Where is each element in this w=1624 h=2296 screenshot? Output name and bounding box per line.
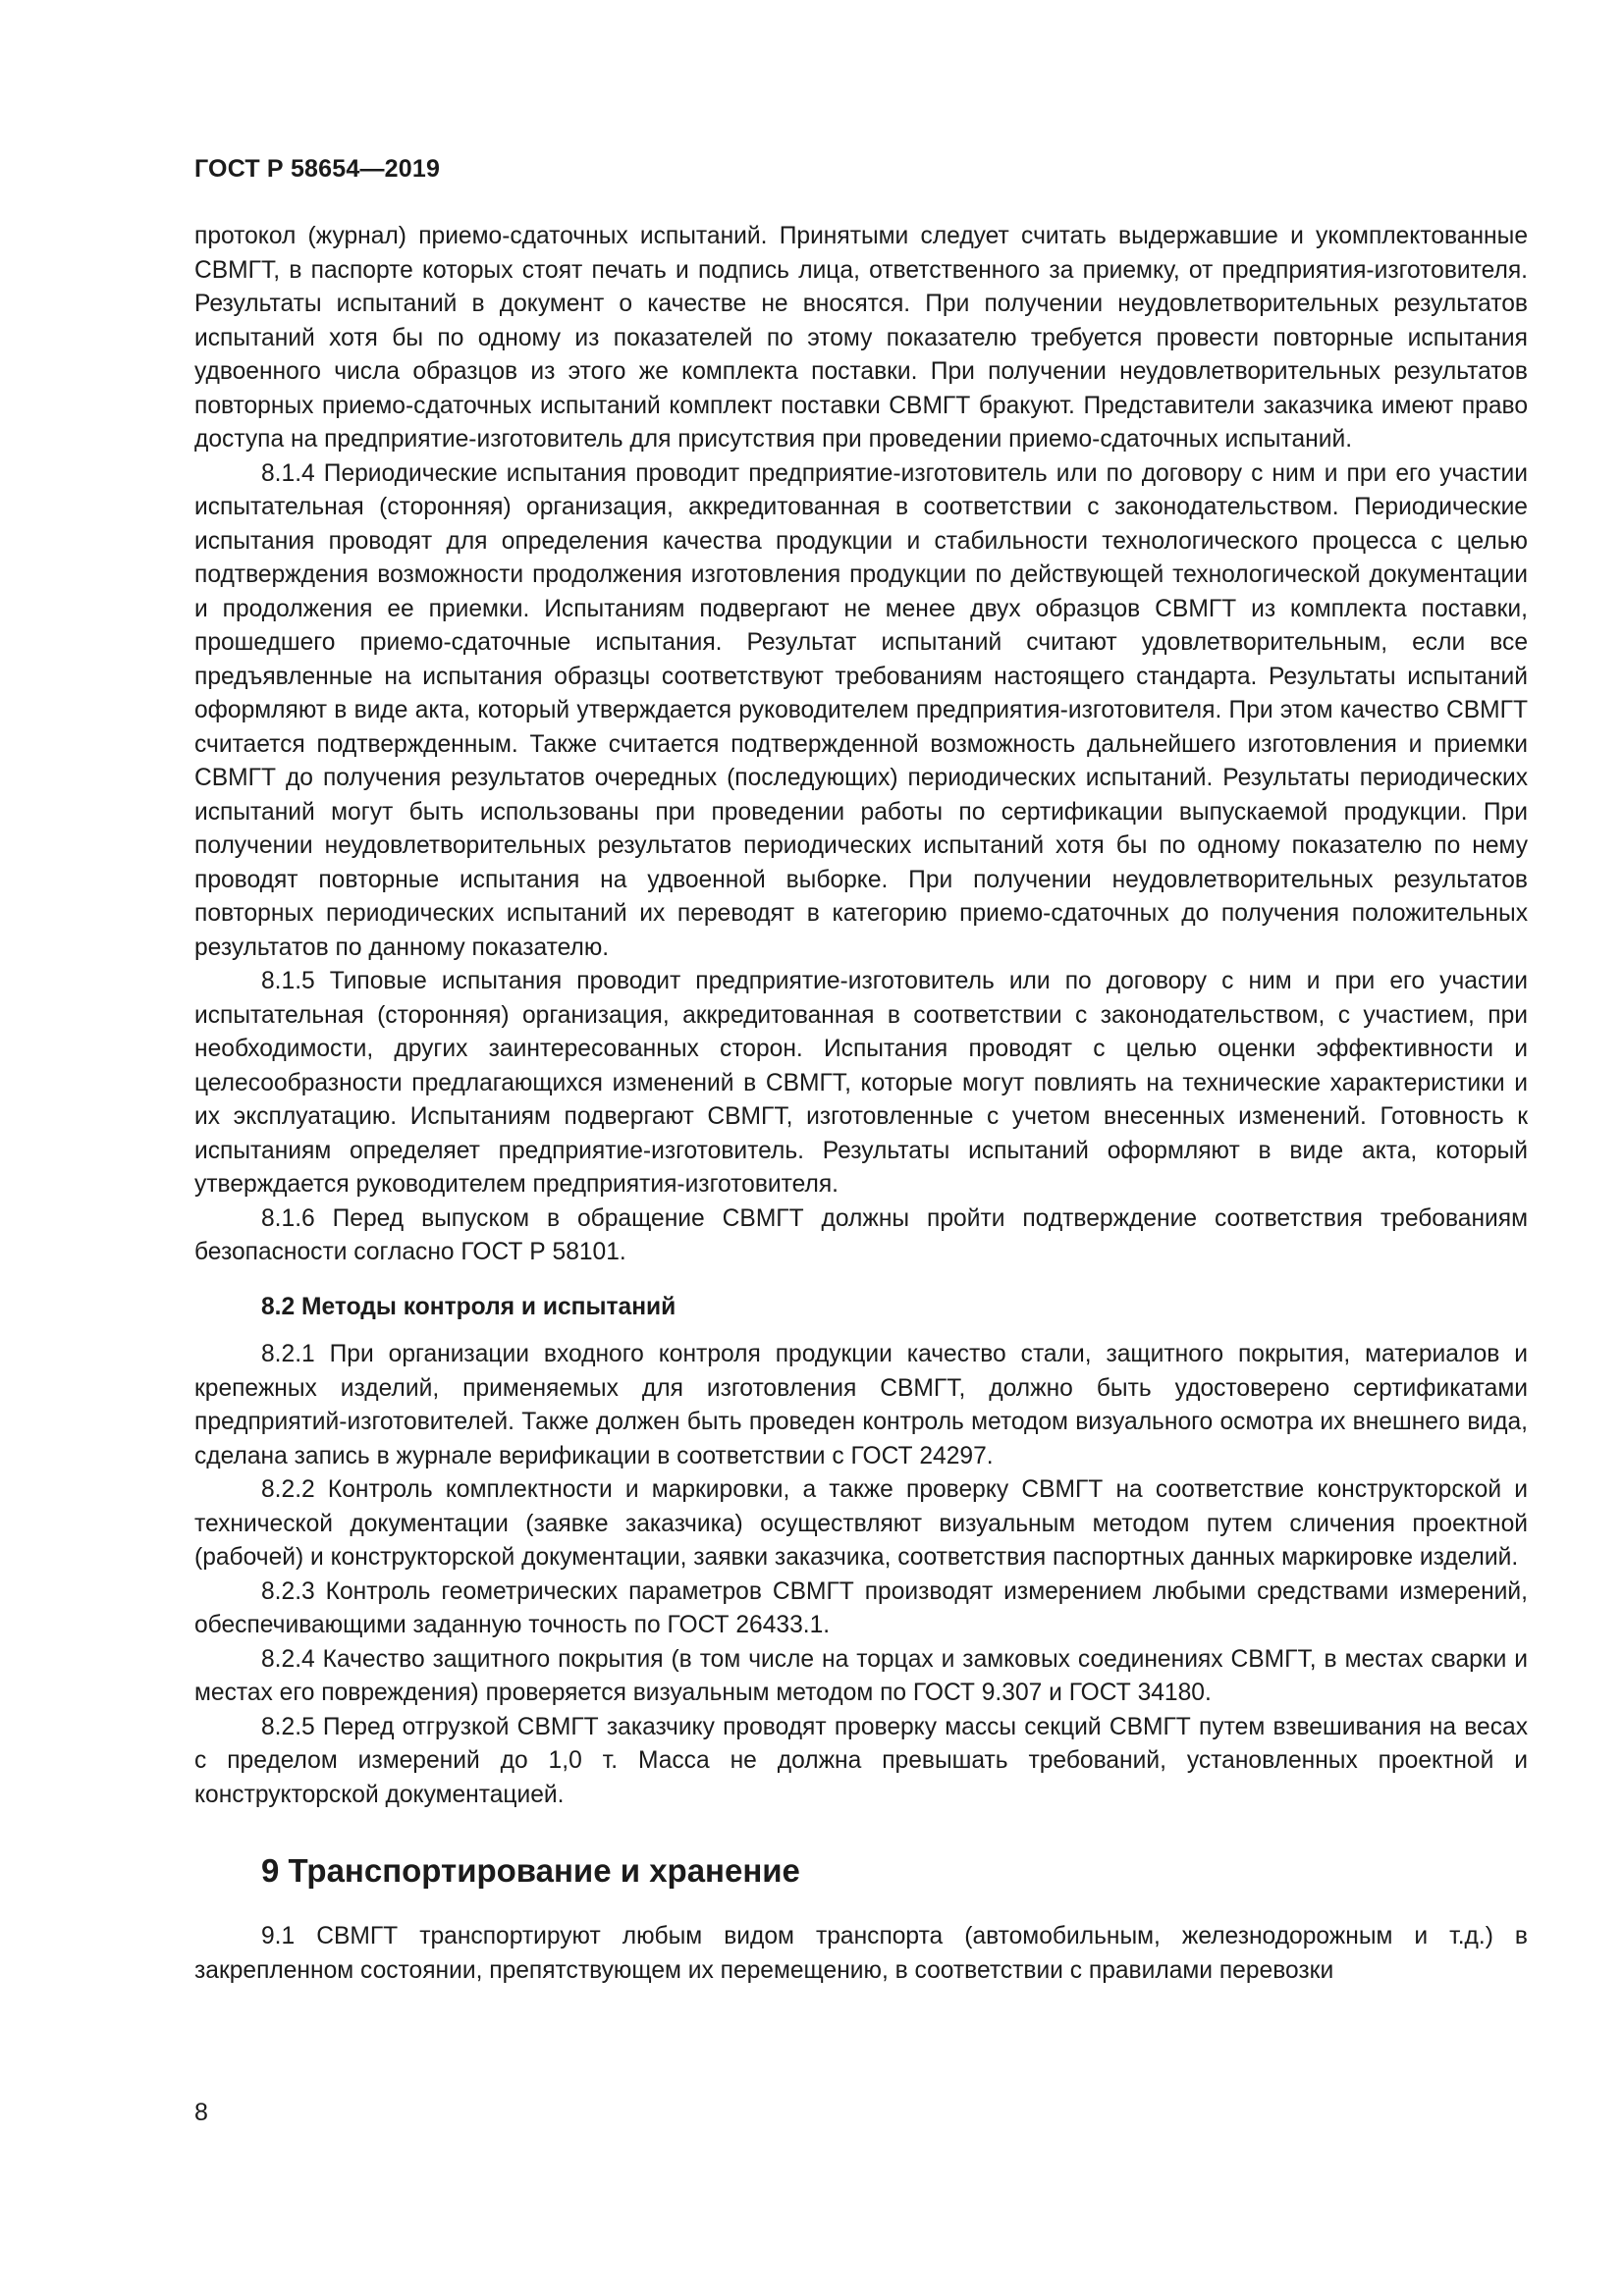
paragraph-8-2-2: 8.2.2 Контроль комплектности и маркировки, а также проверку СВМГТ на соответствие конструкторской и технической документации (заявке заказчика) осуществляют визуальным методом путем сличения проектной (рабочей) и конструкторской документации, заявки заказчика, соответствия паспортных данных маркировке изделий. — [194, 1476, 1528, 1571]
page-number: 8 — [194, 2099, 208, 2126]
paragraph-9-1: 9.1 СВМГТ транспортируют любым видом транспорта (автомобильным, железнодорожным и т.д.) в закрепленном состоянии, препятствующем их перемещению, в соответствии с правилами перевозки — [194, 1923, 1528, 1984]
subsection-title-8-2: 8.2 Методы контроля и испытаний — [261, 1293, 677, 1320]
paragraph-8-1-6: 8.1.6 Перед выпуском в обращение СВМГТ должны пройти подтверждение соответствия требованиям безопасности согласно ГОСТ Р 58101. — [194, 1204, 1528, 1265]
paragraph-8-2-1: 8.2.1 При организации входного контроля продукции качество стали, защитного покрытия, материалов и крепежных изделий, применяемых для изготовления СВМГТ, должно быть удостоверено сертификатами предприятий-изготовителей. Также должен быть проведен контроль методом визуального осмотра их внешнего вида, сделана запись в журнале верификации в соответствии с ГОСТ 24297. — [194, 1341, 1528, 1469]
document-body — [194, 220, 1528, 1988]
paragraph-8-1-5: 8.1.5 Типовые испытания проводит предприятие-изготовитель или по договору с ним и при его участии испытательная (сторонняя) организация, аккредитованная в соответствии с законодательством, с участием, при необходимости, других заинтересованных сторон. Испытания проводят с целью оценки эффективности и целесообразности предлагающихся изменений в СВМГТ, которые могут повлиять на технические характеристики и их эксплуатацию. Испытаниям подвергают СВМГТ, изготовленные с учетом внесенных изменений. Готовность к испытаниям определяет предприятие-изготовитель. Результаты испытаний оформляют в виде акта, который утверждается руководителем предприятия-изготовителя. — [194, 968, 1528, 1198]
document-header: ГОСТ Р 58654—2019 — [194, 155, 441, 183]
paragraph-8-1-4: 8.1.4 Периодические испытания проводит предприятие-изготовитель или по договору с ним и при его участии испытательная (сторонняя) организация, аккредитованная в соответствии с законодательством. Периодические испытания проводят для определения качества продукции и стабильности технологического процесса с целью подтверждения возможности продолжения изготовления продукции по действующей технологической документации и продолжения ее приемки. Испытаниям подвергают не менее двух образцов СВМГТ из комплекта поставки, прошедшего приемо-сдаточные испытания. Результат испытаний считают удовлетворительным, если все предъявленные на испытания образцы соответствуют требованиям настоящего стандарта. Результаты испытаний оформляют в виде акта, который утверждается руководителем предприятия-изготовителя. При этом качество СВМГТ считается подтвержденным. Также считается подтвержденной возможность дальнейшего изготовления и приемки СВМГТ до получения результатов очередных (последующих) периодических испытаний. Результаты периодических испытаний могут быть использованы при проведении работы по сертификации выпускаемой продукции. При получении неудовлетворительных результатов периодических испытаний хотя бы по одному показателю по нему проводят повторные испытания на удвоенной выборке. При получении неудовлетворительных результатов повторных периодических испытаний их переводят в категорию приемо-сдаточных до получения положительных результатов по данному показателю. — [194, 459, 1528, 961]
paragraph-continuation: протокол (журнал) приемо-сдаточных испытаний. Принятыми следует считать выдержавшие и укомплектованные СВМГТ, в паспорте которых стоят печать и подпись лица, ответственного за приемку, от предприятия-изготовителя. Результаты испытаний в документ о качестве не вносятся. При получении неудовлетворительных результатов испытаний хотя бы по одному из показателей по этому показателю требуется провести повторные испытания удвоенного числа образцов из этого же комплекта поставки. При получении неудовлетворительных результатов повторных приемо-сдаточных испытаний комплект поставки СВМГТ бракуют. Представители заказчика имеют право доступа на предприятие-изготовитель для присутствия при проведении приемо-сдаточных испытаний. — [194, 223, 1528, 453]
paragraph-8-2-4: 8.2.4 Качество защитного покрытия (в том числе на торцах и замковых соединениях СВМГТ, в местах сварки и местах его повреждения) проверяется визуальным методом по ГОСТ 9.307 и ГОСТ 34180. — [194, 1645, 1528, 1706]
paragraph-8-2-3: 8.2.3 Контроль геометрических параметров СВМГТ производят измерением любыми средствами измерений, обеспечивающими заданную точность по ГОСТ 26433.1. — [194, 1577, 1528, 1638]
paragraph-8-2-5: 8.2.5 Перед отгрузкой СВМГТ заказчику проводят проверку массы секций СВМГТ путем взвешивания на весах с пределом измерений до 1,0 т. Масса не должна превышать требований, установленных проектной и конструкторской документацией. — [194, 1713, 1528, 1808]
section-title-9: 9 Транспортирование и хранение — [261, 1852, 800, 1889]
